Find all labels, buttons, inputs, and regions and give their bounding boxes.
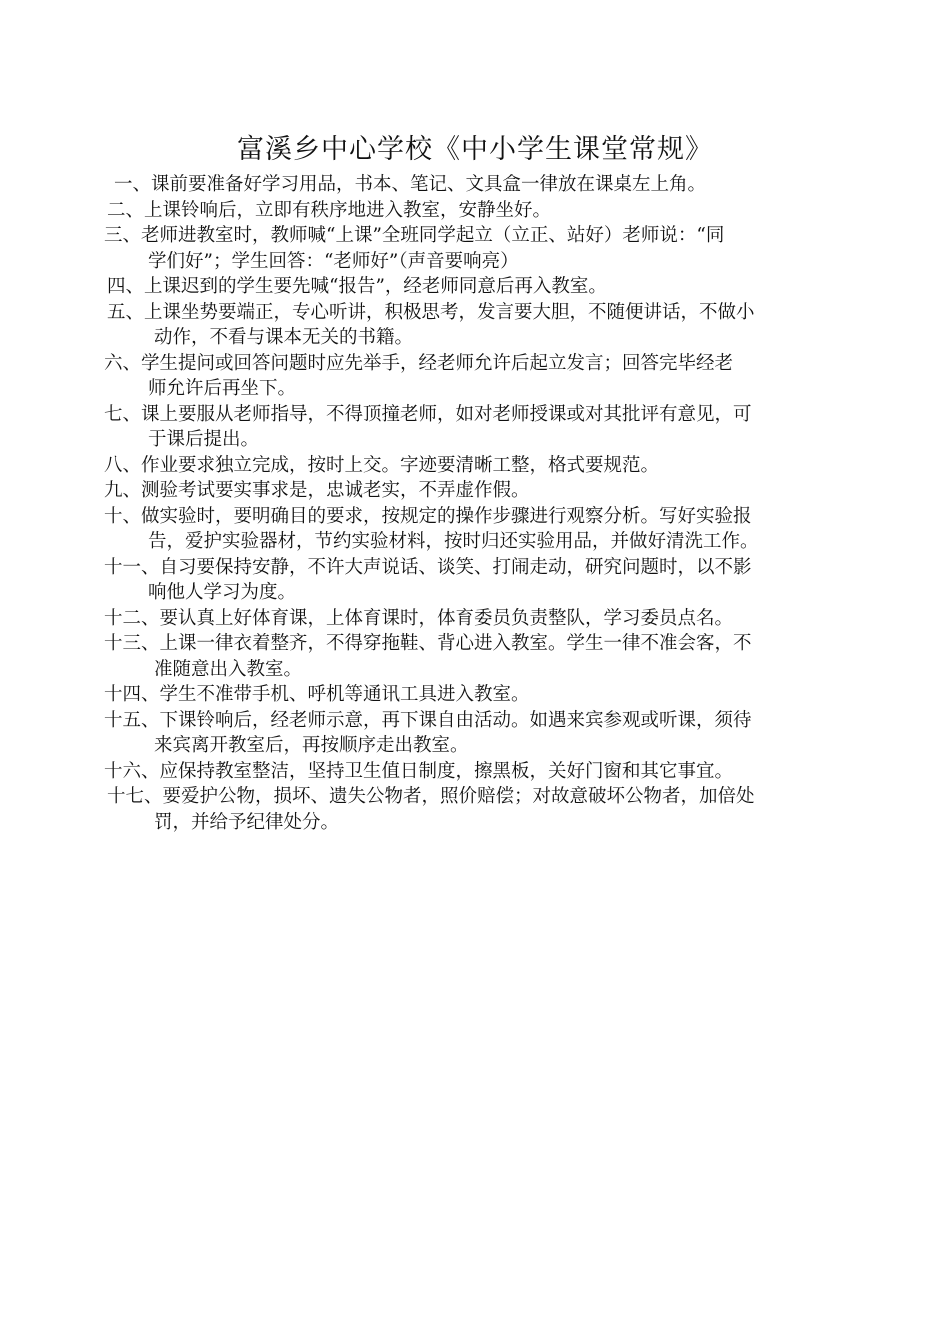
document-title: 富溪乡中心学校《中小学生课堂常规》 — [237, 134, 713, 165]
rule-item-7 — [104, 402, 864, 453]
rule-line-continued: 于课后提出。 — [148, 429, 260, 450]
rule-line-continued: 罚，并给予纪律处分。 — [154, 811, 340, 833]
rule-item-14 — [104, 682, 864, 708]
rule-item-1 — [104, 172, 864, 198]
rule-item-15 — [104, 708, 864, 759]
rule-line: 十六、应保持教室整洁，坚持卫生值日制度，擦黑板，关好门窗和其它事宜。 — [104, 760, 734, 782]
rule-line-continued: 师允许后再坐下。 — [148, 378, 297, 399]
rule-line-continued: 学们好”；学生回答：“老师好”（声音要响亮） — [148, 250, 519, 272]
rule-line-continued: 来宾离开教室后，再按顺序走出教室。 — [154, 735, 469, 756]
rules-list — [104, 172, 864, 835]
rule-line-continued: 响他人学习为度。 — [148, 582, 297, 603]
rule-line: 七、课上要服从老师指导，不得顶撞老师，如对老师授课或对其批评有意见，可 — [104, 403, 752, 425]
rule-item-8 — [104, 453, 864, 479]
rule-item-12 — [104, 606, 864, 632]
rule-line: 十三、上课一律衣着整齐，不得穿拖鞋、背心进入教室。学生一律不准会客，不 — [104, 633, 752, 654]
rule-line: 十、做实验时，要明确目的要求，按规定的操作步骤进行观察分析。写好实验报 — [104, 505, 752, 527]
rule-line: 十五、下课铃响后，经老师示意，再下课自由活动。如遇来宾参观或听课，须待 — [104, 709, 752, 731]
rule-line: 六、学生提问或回答问题时应先举手，经老师允许后起立发言；回答完毕经老 — [104, 352, 734, 374]
rule-line: 九、测验考试要实事求是，忠诚老实，不弄虚作假。 — [104, 480, 530, 501]
rule-line-continued: 准随意出入教室。 — [154, 658, 303, 680]
rule-line: 四、上课迟到的学生要先喊“报告”，经老师同意后再入教室。 — [107, 276, 607, 297]
rule-item-16 — [104, 759, 864, 785]
rule-item-2 — [104, 198, 864, 224]
rule-line-continued: 告，爱护实验器材，节约实验材料，按时归还实验用品，并做好清洗工作。 — [148, 531, 759, 552]
rule-item-6 — [104, 351, 864, 402]
rule-item-11 — [104, 555, 864, 606]
rule-item-4 — [104, 274, 864, 300]
rule-line: 八、作业要求独立完成，按时上交。字迹要清晰工整，格式要规范。 — [104, 454, 660, 476]
rule-line: 一、课前要准备好学习用品，书本、笔记、文具盒一律放在课桌左上角。 — [114, 174, 707, 195]
rule-item-5 — [104, 300, 864, 351]
rule-item-13 — [104, 631, 864, 682]
rule-item-17 — [104, 784, 864, 835]
rule-line: 十四、学生不准带手机、呼机等通讯工具进入教室。 — [104, 684, 530, 705]
rule-item-10 — [104, 504, 864, 555]
rule-line: 十七、要爱护公物，损坏、遗失公物者，照价赔偿；对故意破坏公物者，加倍处 — [107, 786, 755, 807]
rule-item-3 — [104, 223, 864, 274]
rule-line: 十二、要认真上好体育课，上体育课时，体育委员负责整队，学习委员点名。 — [104, 607, 734, 629]
rule-line: 十一、自习要保持安静，不许大声说话、谈笑、打闹走动，研究问题时，以不影 — [104, 556, 752, 578]
rule-line: 三、老师进教室时，教师喊“上课”全班同学起立（立正、站好）老师说：“同 — [104, 225, 725, 246]
rule-line-continued: 动作，不看与课本无关的书籍。 — [154, 327, 414, 348]
rule-line: 五、上课坐势要端正，专心听讲，积极思考，发言要大胆，不随便讲话，不做小 — [107, 301, 755, 323]
rule-item-9 — [104, 478, 864, 504]
rule-line: 二、上课铃响后，立即有秩序地进入教室，安静坐好。 — [107, 199, 552, 221]
